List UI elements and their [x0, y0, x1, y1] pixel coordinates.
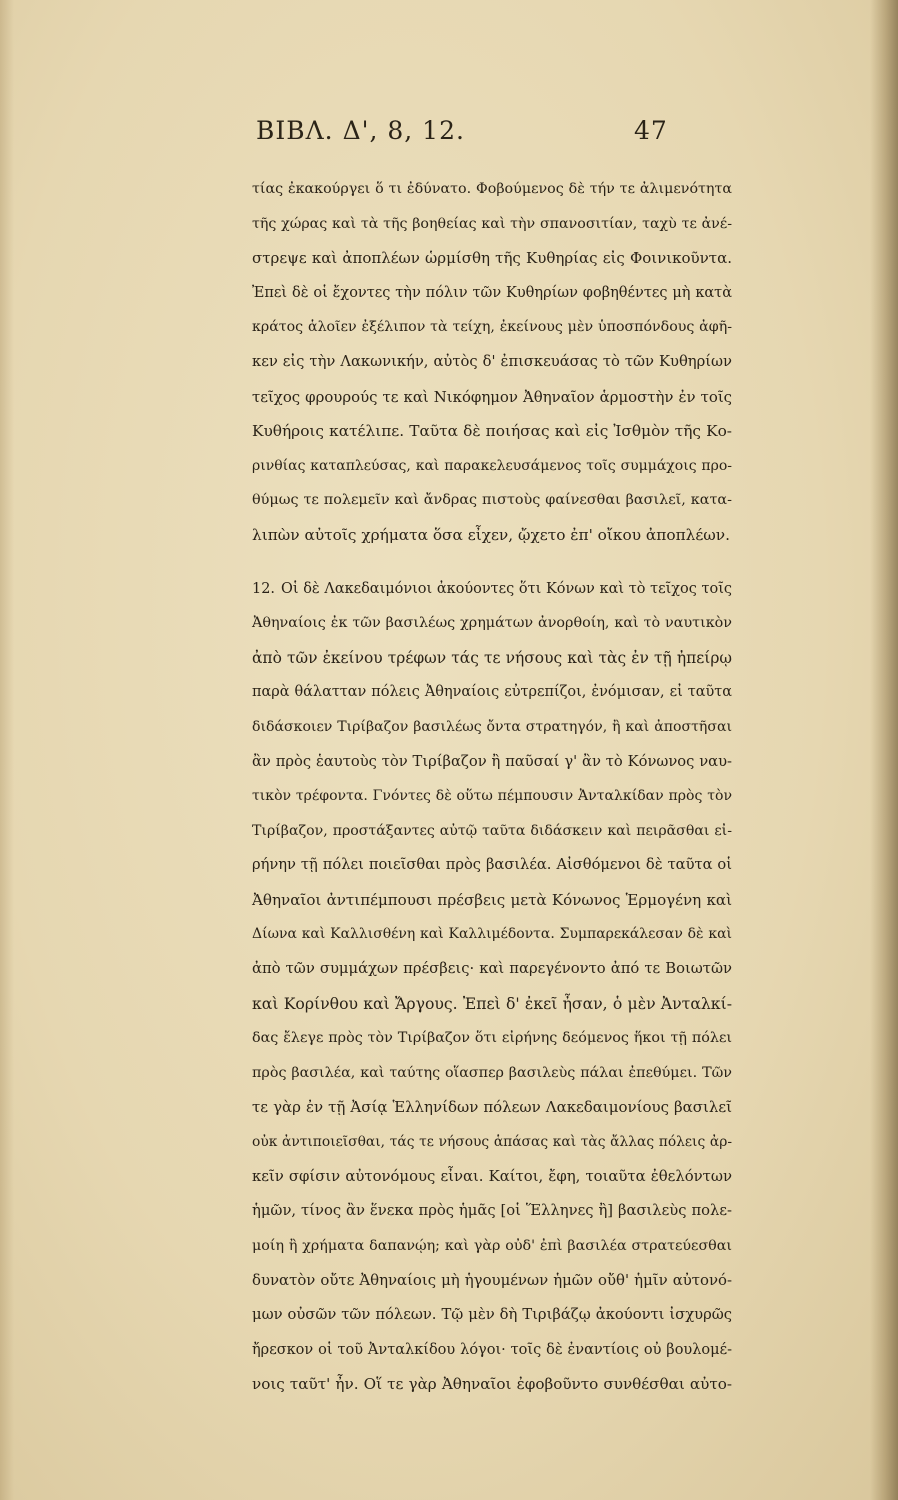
text-line: τίας ἐκακούργει ὅ τι ἐδύνατο. Φοβούμενος δὲ τήν τε ἀλιμενότητα	[252, 181, 732, 197]
text-line: τικὸν τρέφοντα. Γνόντες δὲ οὕτω πέμπουσιν Ἀνταλκίδαν πρὸς τὸν	[252, 788, 732, 805]
page-header	[190, 116, 690, 156]
text-line: καὶ Κορίνθου καὶ Ἄργους. Ἐπεὶ δ' ἐκεῖ ἦσαν, ὁ μὲν Ἀνταλκί-	[252, 993, 732, 1013]
text-line: κεῖν σφίσιν αὐτονόμους εἶναι. Καίτοι, ἔφη, τοιαῦτα ἐθελόντων	[252, 1167, 732, 1185]
text-line: Τιρίβαζον, προστάξαντες αὐτῷ ταῦτα διδάσκειν καὶ πειρᾶσθαι εἰ-	[252, 822, 732, 839]
text-line: ἂν πρὸς ἑαυτοὺς τὸν Τιρίβαζον ἢ παῦσαί γ' ἂν τὸ Κόνωνος ναυ-	[252, 752, 732, 770]
text-line: ἤρεσκον οἱ τοῦ Ἀνταλκίδου λόγοι· τοῖς δὲ ἐναντίοις οὐ βουλομέ-	[252, 1341, 732, 1358]
running-head: ΒΙΒΛ. Δ', 8, 12.	[256, 116, 465, 145]
text-line: παρὰ θάλατταν πόλεις Ἀθηναίοις εὐτρεπίζοι, ἐνόμισαν, εἰ ταῦτα	[252, 684, 732, 701]
text-line: λιπὼν αὐτοῖς χρήματα ὅσα εἶχεν, ᾤχετο ἐπ' οἴκου ἀποπλέων.	[252, 525, 730, 544]
text-line	[252, 572, 732, 607]
text-line: διδάσκοιεν Τιρίβαζον βασιλέως ὄντα στρατηγόν, ἢ καὶ ἀποστῆσαι	[252, 718, 732, 735]
text-line: μοίη ἢ χρήματα δαπανῴη; καὶ γὰρ οὐδ' ἐπὶ βασιλέα στρατεύεσθαι	[252, 1237, 732, 1254]
text-line: κράτος ἁλοῖεν ἐξέλιπον τὰ τείχη, ἐκείνους μὲν ὑποσπόνδους ἀφῆ-	[252, 319, 732, 336]
paragraph-spacer	[252, 553, 732, 572]
text-line: ἀπὸ τῶν συμμάχων πρέσβεις· καὶ παρεγένοντο ἀπό τε Βοιωτῶν	[252, 960, 732, 978]
text-line: ἀπὸ τῶν ἐκείνου τρέφων τάς τε νήσους καὶ τὰς ἐν τῇ ἠπείρῳ	[252, 648, 732, 667]
text-line: Ἀθηναῖοι ἀντιπέμπουσι πρέσβεις μετὰ Κόνωνος Ἑρμογένη καὶ	[252, 890, 732, 909]
text-line: τεῖχος φρουρούς τε καὶ Νικόφημον Ἀθηναῖον ἁρμοστὴν ἐν τοῖς	[252, 387, 732, 406]
text-line: Κυθήροις κατέλιπε. Ταῦτα δὲ ποιήσας καὶ εἰς Ἰσθμὸν τῆς Κο-	[252, 422, 732, 441]
paragraph	[252, 572, 732, 1402]
text-line: νοις ταῦτ' ἦν. Οἵ τε γὰρ Ἀθηναῖοι ἐφοβοῦντο συνθέσθαι αὐτο-	[252, 1375, 732, 1394]
text-line: οὐκ ἀντιποιεῖσθαι, τάς τε νήσους ἁπάσας καὶ τὰς ἄλλας πόλεις ἀρ-	[252, 1134, 732, 1151]
text-line: δυνατὸν οὔτε Ἀθηναίοις μὴ ἡγουμένων ἡμῶν οὔθ' ἡμῖν αὐτονό-	[252, 1271, 732, 1290]
section-number: 12.	[252, 580, 275, 597]
text-line: κεν εἰς τὴν Λακωνικήν, αὐτὸς δ' ἐπισκευάσας τὸ τῶν Κυθηρίων	[252, 352, 732, 370]
text-line: πρὸς βασιλέα, καὶ ταύτης οἵασπερ βασιλεὺς πάλαι ἐπεθύμει. Τῶν	[252, 1064, 732, 1081]
text-line-content: Οἱ δὲ Λακεδαιμόνιοι ἀκούοντες ὅτι Κόνων καὶ τὸ τεῖχος τοῖς	[281, 580, 732, 597]
text-line: Ἀθηναίοις ἐκ τῶν βασιλέως χρημάτων ἀνορθοίη, καὶ τὸ ναυτικὸν	[252, 615, 732, 632]
paragraph	[252, 172, 732, 553]
text-line: δας ἔλεγε πρὸς τὸν Τιρίβαζον ὅτι εἰρήνης δεόμενος ἥκοι τῇ πόλει	[252, 1030, 732, 1047]
text-line: ρήνην τῇ πόλει ποιεῖσθαι πρὸς βασιλέα. Αἰσθόμενοι δὲ ταῦτα οἱ	[252, 856, 732, 874]
page-edge-shadow	[870, 0, 898, 1500]
text-line: ἡμῶν, τίνος ἂν ἕνεκα πρὸς ἡμᾶς [οἱ Ἕλληνες ἢ] βασιλεὺς πολε-	[252, 1202, 732, 1220]
text-line: τε γὰρ ἐν τῇ Ἀσίᾳ Ἑλληνίδων πόλεων Λακεδαιμονίους βασιλεῖ	[252, 1098, 732, 1117]
text-line: θύμως τε πολεμεῖν καὶ ἄνδρας πιστοὺς φαίνεσθαι βασιλεῖ, κατα-	[252, 492, 732, 509]
text-line: στρεψε καὶ ἀποπλέων ὡρμίσθη τῆς Κυθηρίας εἰς Φοινικοῦντα.	[252, 249, 732, 268]
text-line: μων οὐσῶν τῶν πόλεων. Τῷ μὲν δὴ Τιριβάζῳ ἀκούοντι ἰσχυρῶς	[252, 1306, 732, 1323]
main-text	[252, 172, 732, 1402]
page-number: 47	[634, 116, 668, 145]
text-line: ρινθίας καταπλεύσας, καὶ παρακελευσάμενος τοῖς συμμάχοις προ-	[252, 457, 732, 474]
text-line: Ἐπεὶ δὲ οἱ ἔχοντες τὴν πόλιν τῶν Κυθηρίων φοβηθέντες μὴ κατὰ	[252, 284, 732, 301]
page-gutter-shadow	[0, 0, 14, 1500]
text-line: Δίωνα καὶ Καλλισθένη καὶ Καλλιμέδοντα. Συμπαρεκάλεσαν δὲ καὶ	[252, 926, 732, 943]
text-line: τῆς χώρας καὶ τὰ τῆς βοηθείας καὶ τὴν σπανοσιτίαν, ταχὺ τε ἀνέ-	[252, 215, 732, 232]
